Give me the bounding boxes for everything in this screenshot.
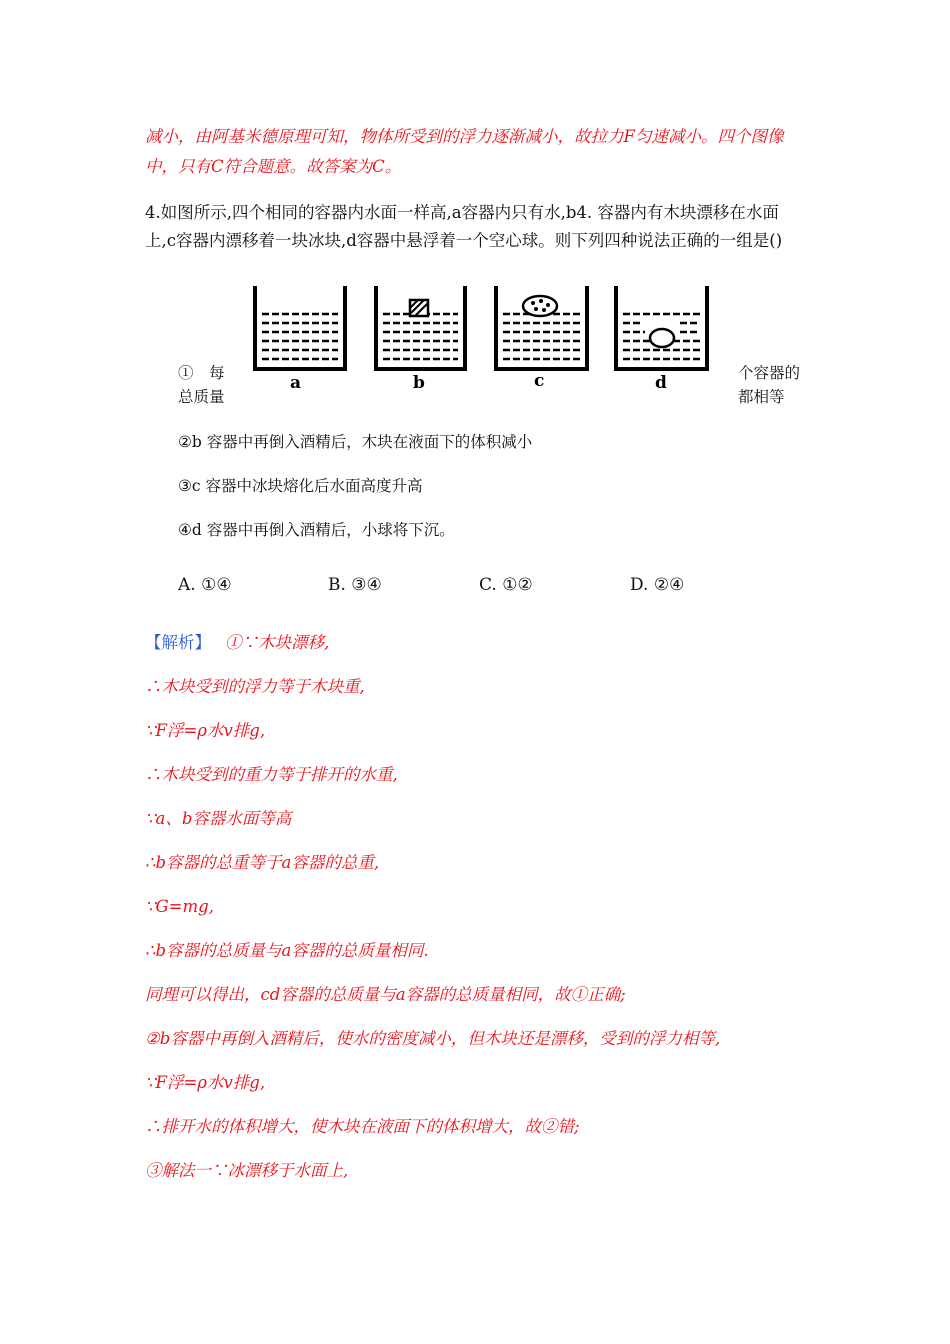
analysis-line-0 bbox=[145, 633, 329, 653]
label-a: a bbox=[290, 373, 302, 392]
analysis-line: ∴木块受到的浮力等于木块重, bbox=[145, 677, 365, 696]
option-b: B. ③④ bbox=[328, 575, 382, 595]
analysis-line: ∴木块受到的重力等于排开的水重, bbox=[145, 765, 398, 784]
prev-answer-line-2: 中，只有C符合题意。故答案为C。 bbox=[145, 157, 402, 176]
prev-answer-line-1: 减小，由阿基米德原理可知，物体所受到的浮力逐渐减小，故拉力F匀速减小。四个图像 bbox=[145, 127, 784, 146]
label-d: d bbox=[655, 373, 667, 392]
statement-1-left-bottom: 总质量 bbox=[178, 388, 225, 406]
analysis-first: ①∵木块漂移, bbox=[225, 633, 330, 652]
ice-block bbox=[523, 296, 557, 316]
analysis-line: ∴b容器的总质量与a容器的总质量相同. bbox=[145, 941, 429, 960]
label-c: c bbox=[534, 371, 545, 391]
option-d: D. ②④ bbox=[630, 575, 685, 595]
container-d bbox=[616, 286, 707, 369]
analysis-line: ∵F浮=ρ水v排g, bbox=[145, 721, 266, 740]
statement-3: ③c 容器中冰块熔化后水面高度升高 bbox=[178, 477, 423, 495]
analysis-line: ∵F浮=ρ水v排g, bbox=[145, 1073, 266, 1092]
statement-1-left-top: ① 每 bbox=[178, 364, 225, 382]
analysis-line: ②b容器中再倒入酒精后，使水的密度减小，但木块还是漂移，受到的浮力相等, bbox=[145, 1029, 721, 1048]
analysis-line: ③解法一∵冰漂移于水面上, bbox=[145, 1161, 349, 1180]
container-b bbox=[376, 286, 465, 369]
question-line-1: 4.如图所示,四个相同的容器内水面一样高,a容器内只有水,b4. 容器内有木块漂移在水面 bbox=[145, 203, 779, 222]
containers-figure bbox=[250, 284, 710, 392]
analysis-line: ∴排开水的体积增大，使木块在液面下的体积增大，故②错; bbox=[145, 1117, 580, 1136]
statement-1-right-bottom: 都相等 bbox=[738, 388, 785, 406]
wood-block bbox=[410, 300, 428, 316]
option-c: C. ①② bbox=[479, 575, 533, 595]
question-line-2: 上,c容器内漂移着一块冰块,d容器中悬浮着一个空心球。则下列四种说法正确的一组是() bbox=[145, 231, 783, 250]
statement-4: ④d 容器中再倒入酒精后，小球将下沉。 bbox=[178, 521, 455, 539]
analysis-line: 同理可以得出，cd容器的总质量与a容器的总质量相同，故①正确; bbox=[145, 985, 626, 1004]
hollow-ball bbox=[650, 329, 674, 347]
statement-1-right-top: 个容器的 bbox=[738, 364, 801, 382]
option-a: A. ①④ bbox=[178, 575, 232, 595]
container-a bbox=[255, 286, 345, 369]
statement-2: ②b 容器中再倒入酒精后，木块在液面下的体积减小 bbox=[178, 433, 533, 451]
label-b: b bbox=[413, 373, 425, 392]
analysis-line: ∵a、b容器水面等高 bbox=[145, 809, 292, 828]
analysis-line: ∵G=mg, bbox=[145, 897, 214, 916]
analysis-line: ∴b容器的总重等于a容器的总重, bbox=[145, 853, 380, 872]
analysis-tag: 【解析】 bbox=[145, 633, 211, 652]
